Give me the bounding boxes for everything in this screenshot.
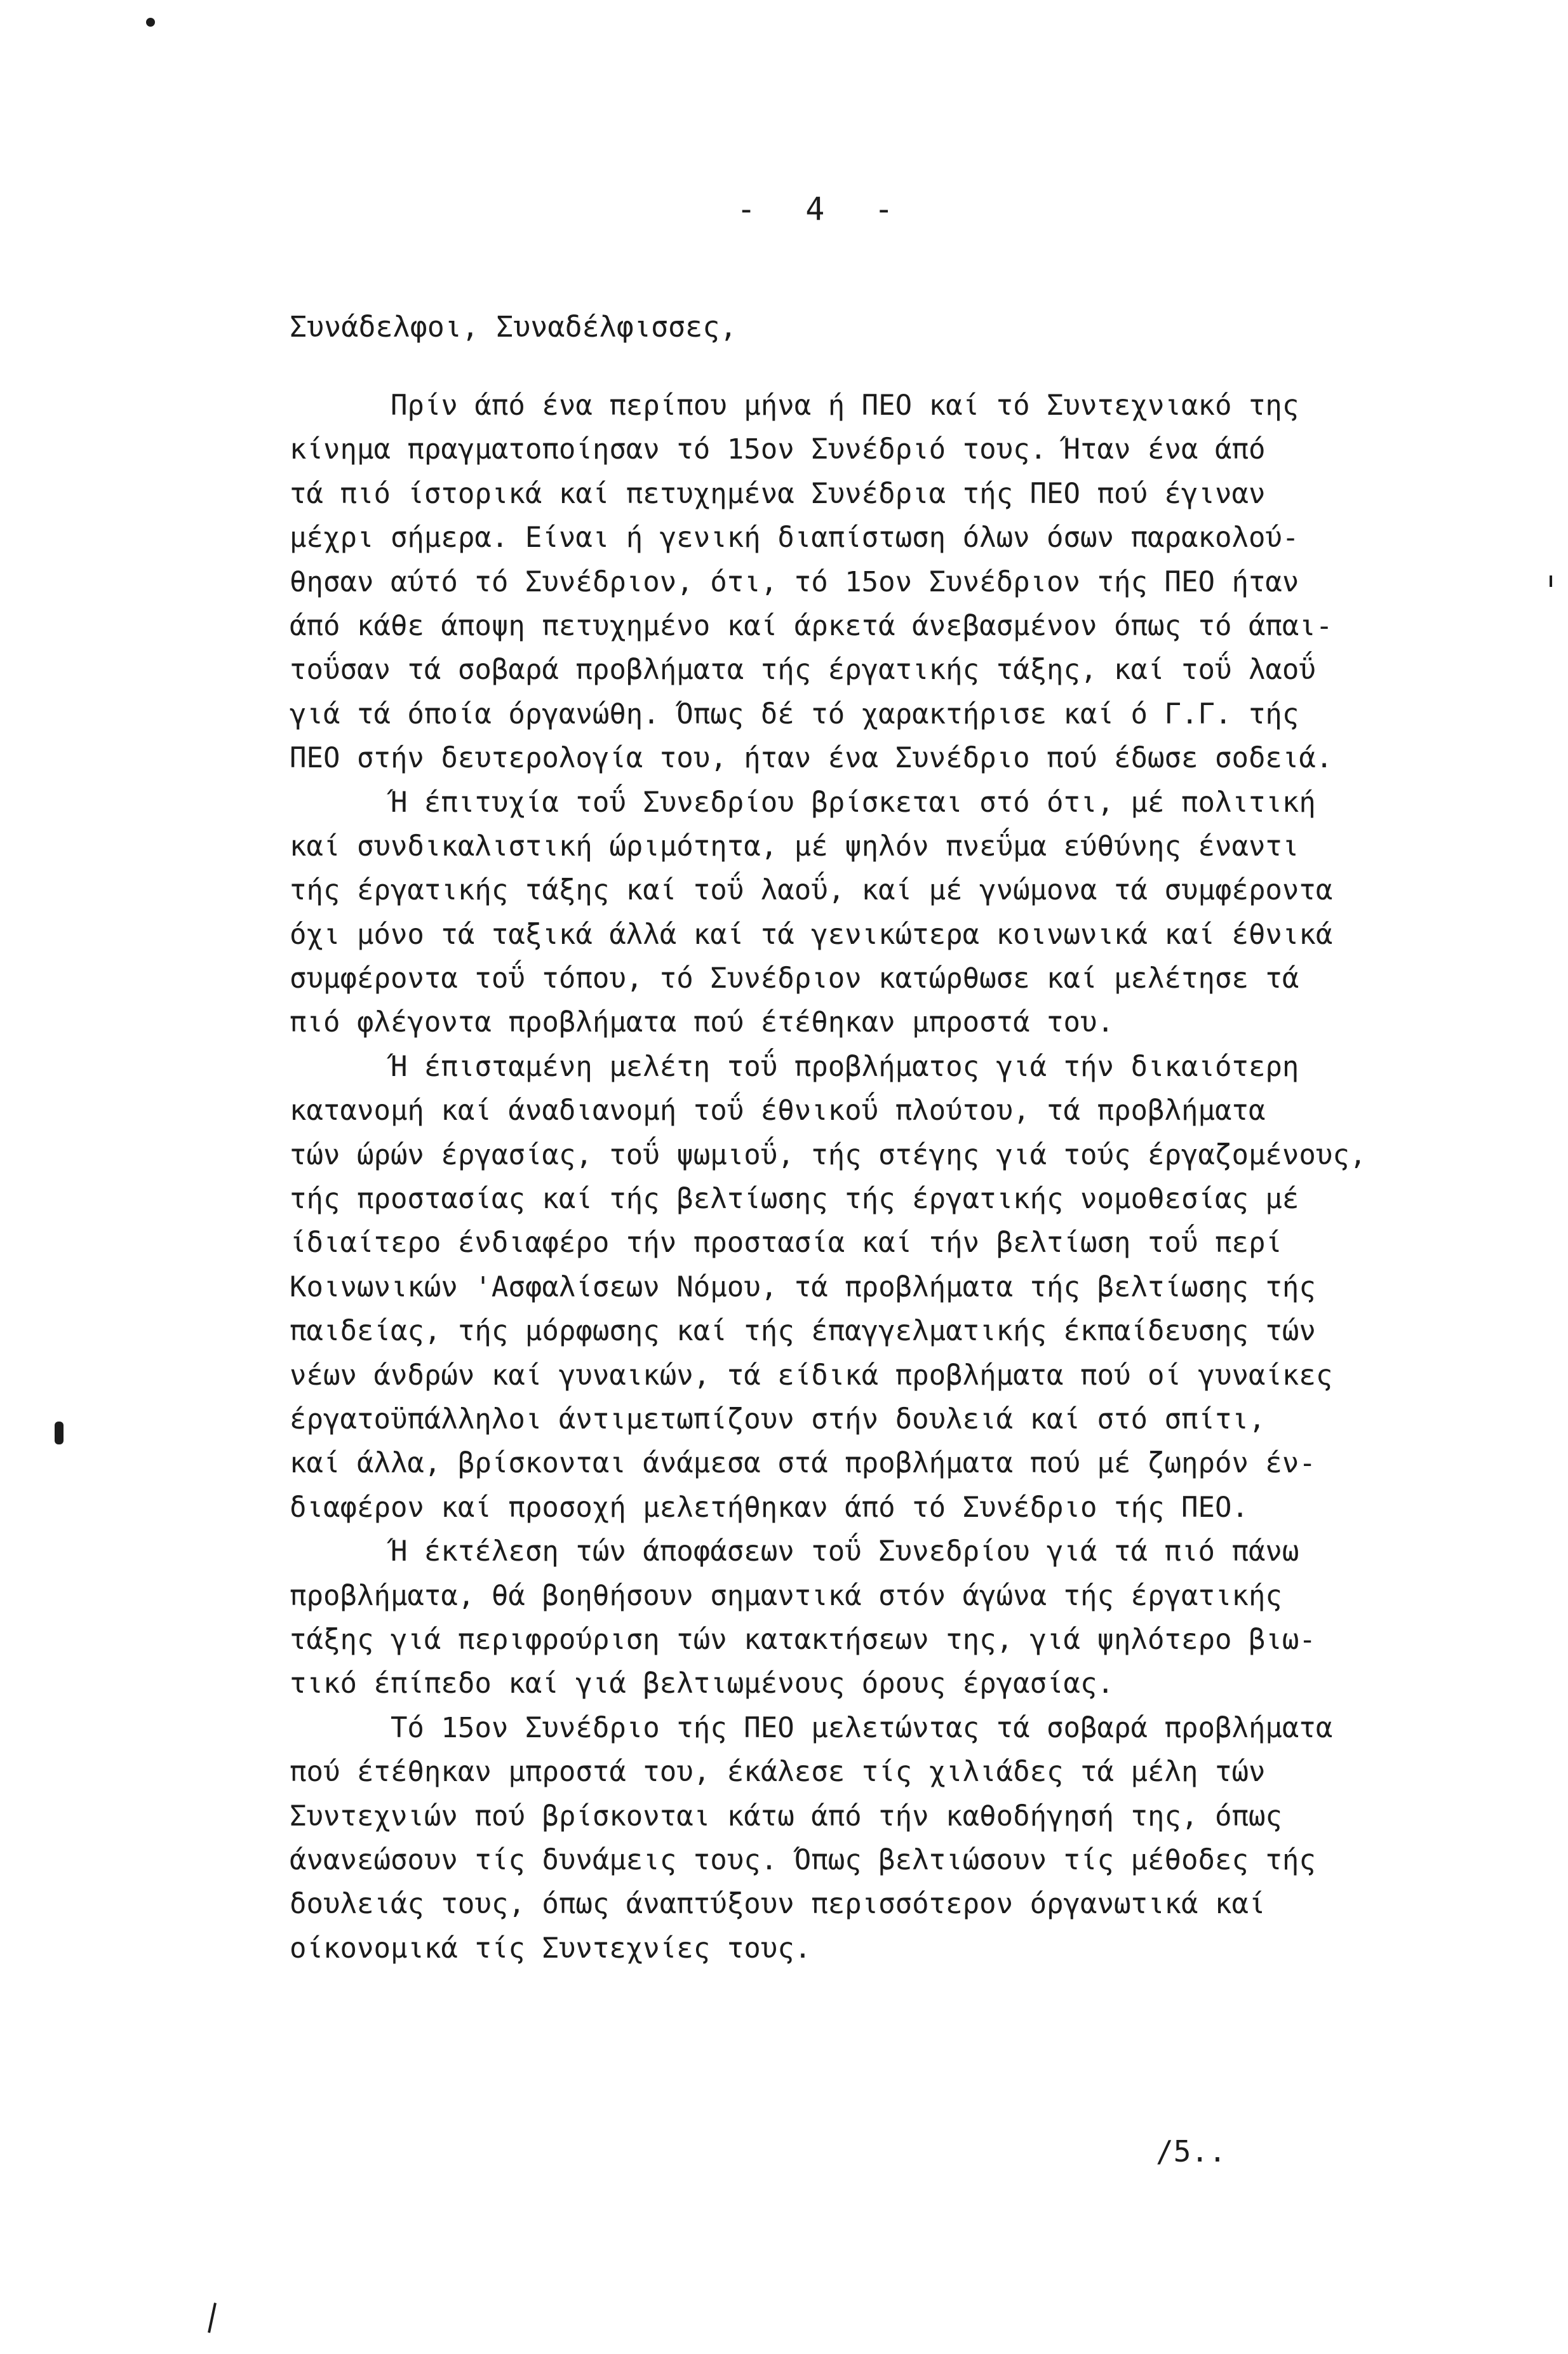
text-line: Συντεχνιών πού βρίσκονται κάτω άπό τήν καθοδήγησή της, όπως bbox=[290, 1799, 1282, 1833]
text-line: έργατοϋπάλληλοι άντιμετωπίζουν στήν δουλειά καί στό σπίτι, bbox=[290, 1402, 1266, 1436]
text-line: Τό 15ον Συνέδριο τής ΠΕΟ μελετώντας τά σοβαρά προβλήματα bbox=[290, 1711, 1333, 1744]
text-line: Πρίν άπό ένα περίπου μήνα ή ΠΕΟ καί τό Συντεχνιακό της bbox=[290, 389, 1299, 422]
text-line: τής προστασίας καί τής βελτίωσης τής έργατικής νομοθεσίας μέ bbox=[290, 1183, 1299, 1216]
salutation: Συνάδελφοι, Συναδέλφισσες, bbox=[290, 310, 737, 344]
text-line: πού έτέθηκαν μπροστά του, έκάλεσε τίς χιλιάδες τά μέλη τών bbox=[290, 1756, 1266, 1789]
text-line: Ή έπιτυχία τοΰ Συνεδρίου βρίσκεται στό ότι, μέ πολιτική bbox=[290, 786, 1316, 819]
scan-speck bbox=[208, 2303, 217, 2333]
text-line: τών ώρών έργασίας, τοΰ ψωμιοΰ, τής στέγης γιά τούς έργαζομένους, bbox=[290, 1138, 1367, 1171]
page-number: - 4 - bbox=[737, 191, 897, 227]
text-line: τάξης γιά περιφρούριση τών κατακτήσεων της, γιά ψηλότερο βιω- bbox=[290, 1623, 1316, 1656]
text-line: τής έργατικής τάξης καί τοΰ λαοΰ, καί μέ γνώμονα τά συμφέροντα bbox=[290, 874, 1333, 907]
text-line: ΠΕΟ στήν δευτερολογία του, ήταν ένα Συνέδριο πού έδωσε σοδειά. bbox=[290, 742, 1333, 775]
text-line: τικό έπίπεδο καί γιά βελτιωμένους όρους έργασίας. bbox=[290, 1667, 1115, 1700]
text-line: παιδείας, τής μόρφωσης καί τής έπαγγελματικής έκπαίδευσης τών bbox=[290, 1315, 1316, 1348]
text-line: καί άλλα, βρίσκονται άνάμεσα στά προβλήματα πού μέ ζωηρόν έν- bbox=[290, 1447, 1316, 1480]
text-line: θησαν αύτό τό Συνέδριον, ότι, τό 15ον Συνέδριον τής ΠΕΟ ήταν bbox=[290, 565, 1299, 598]
text-line: προβλήματα, θά βοηθήσουν σημαντικά στόν άγώνα τής έργατικής bbox=[290, 1579, 1282, 1612]
text-line: όχι μόνο τά ταξικά άλλά καί τά γενικώτερα κοινωνικά καί έθνικά bbox=[290, 918, 1333, 951]
scan-speck bbox=[55, 1422, 64, 1444]
text-line: κατανομή καί άναδιανομή τοΰ έθνικοΰ πλούτου, τά προβλήματα bbox=[290, 1094, 1266, 1127]
text-line: άπό κάθε άποψη πετυχημένο καί άρκετά άνεβασμένον όπως τό άπαι- bbox=[290, 609, 1333, 642]
body-text bbox=[290, 384, 1496, 1970]
text-line: πιό φλέγοντα προβλήματα πού έτέθηκαν μπροστά του. bbox=[290, 1006, 1115, 1039]
text-line: μέχρι σήμερα. Είναι ή γενική διαπίστωση όλων όσων παρακολού- bbox=[290, 521, 1299, 555]
text-line: τά πιό ίστορικά καί πετυχημένα Συνέδρια τής ΠΕΟ πού έγιναν bbox=[290, 477, 1266, 510]
text-line: διαφέρον καί προσοχή μελετήθηκαν άπό τό Συνέδριο τής ΠΕΟ. bbox=[290, 1491, 1249, 1524]
text-line: καί συνδικαλιστική ώριμότητα, μέ ψηλόν πνεΰμα εύθύνης έναντι bbox=[290, 830, 1299, 863]
text-line: τοΰσαν τά σοβαρά προβλήματα τής έργατικής τάξης, καί τοΰ λαοΰ bbox=[290, 654, 1316, 687]
text-line: κίνημα πραγματοποίησαν τό 15ον Συνέδριό τους. Ήταν ένα άπό bbox=[290, 433, 1266, 466]
text-line: γιά τά όποία όργανώθη. Όπως δέ τό χαρακτήρισε καί ό Γ.Γ. τής bbox=[290, 697, 1299, 730]
scan-speck bbox=[146, 18, 155, 27]
text-line: ίδιαίτερο ένδιαφέρο τήν προστασία καί τήν βελτίωση τοΰ περί bbox=[290, 1227, 1282, 1260]
text-line: νέων άνδρών καί γυναικών, τά είδικά προβλήματα πού οί γυναίκες bbox=[290, 1359, 1333, 1392]
text-line: δουλειάς τους, όπως άναπτύξουν περισσότερον όργανωτικά καί bbox=[290, 1888, 1266, 1921]
continuation-marker: /5.. bbox=[1156, 2134, 1226, 2169]
text-line: Ή έπισταμένη μελέτη τοΰ προβλήματος γιά τήν δικαιότερη bbox=[290, 1050, 1299, 1083]
scan-speck bbox=[1550, 575, 1552, 587]
text-line: Κοινωνικών 'Ασφαλίσεων Νόμου, τά προβλήματα τής βελτίωσης τής bbox=[290, 1270, 1316, 1303]
text-line: οίκονομικά τίς Συντεχνίες τους. bbox=[290, 1932, 812, 1965]
text-line: συμφέροντα τοΰ τόπου, τό Συνέδριον κατώρθωσε καί μελέτησε τά bbox=[290, 962, 1299, 995]
text-line: άνανεώσουν τίς δυνάμεις τους. Όπως βελτιώσουν τίς μέθοδες τής bbox=[290, 1843, 1316, 1876]
text-line: Ή έκτέλεση τών άποφάσεων τοΰ Συνεδρίου γιά τά πιό πάνω bbox=[290, 1535, 1299, 1568]
